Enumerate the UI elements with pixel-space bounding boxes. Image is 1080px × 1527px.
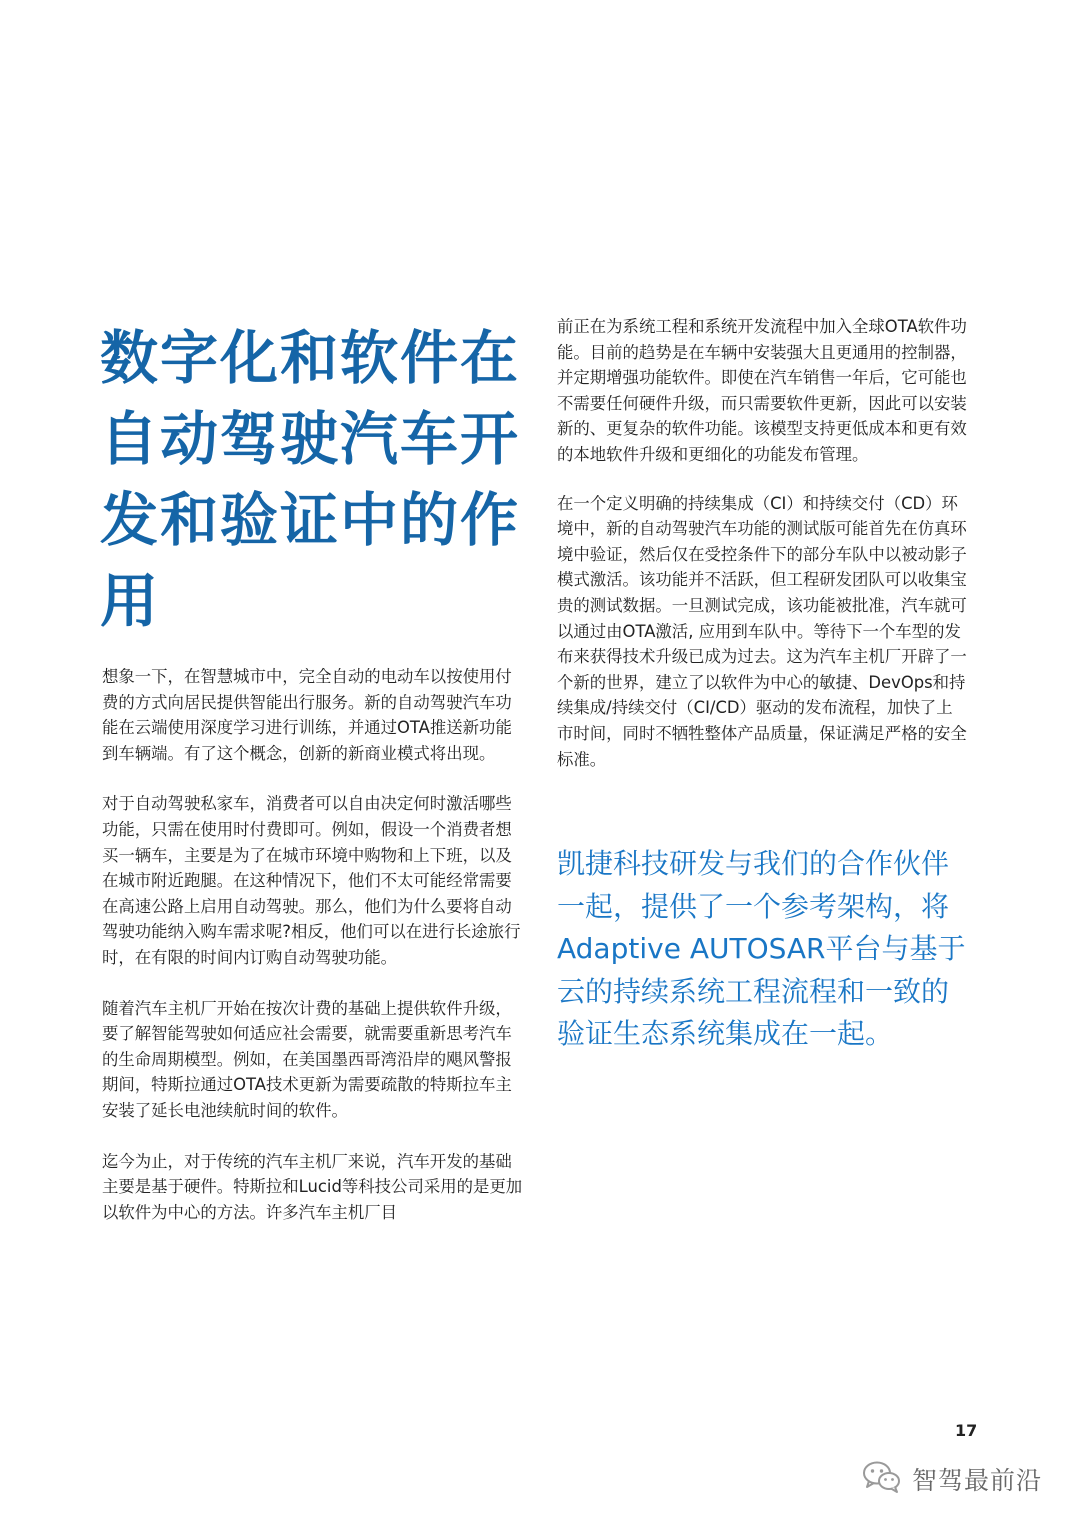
left-column <box>102 664 524 1225</box>
paragraph: 前正在为系统工程和系统开发流程中加入全球OTA软件功能。目前的趋势是在车辆中安装强大且更通用的控制器，并定期增强功能软件。即使在汽车销售一年后，它可能也不需要任何硬件升级，而只需要软件更新，因此可以安装新的、更复杂的软件功能。该模型支持更低成本和更有效的本地软件升级和更细化的功能发布管理。 <box>557 317 967 464</box>
watermark <box>862 1460 1042 1498</box>
right-column <box>557 314 967 772</box>
page-number: 17 <box>955 1421 978 1440</box>
paragraph: 在一个定义明确的持续集成（CI）和持续交付（CD）环境中，新的自动驾驶汽车功能的测试版可能首先在仿真环境中验证，然后仅在受控条件下的部分车队中以被动影子模式激活。该功能并不活跃，但工程研发团队可以收集宝贵的测试数据。一旦测试完成，该功能被批准，汽车就可以通过由OTA激活, 应用到车队中。等待下一个车型的发布来获得技术升级已成为过去。这为汽车主机厂开辟了一个新的世界，建立了以软件为中心的敏捷、DevOps和持续集成/持续交付（CI/CD）驱动的发布流程，加快了上市时间，同时不牺牲整体产品质量，保证满足严格的安全标准。 <box>557 493 967 769</box>
wechat-icon <box>862 1460 902 1498</box>
pull-quote: 凯捷科技研发与我们的合作伙伴一起，提供了一个参考架构，将Adaptive AUTOSAR平台与基于云的持续系统工程流程和一致的验证生态系统集成在一起。 <box>557 847 966 1050</box>
paragraph: 随着汽车主机厂开始在按次计费的基础上提供软件升级，要了解智能驾驶如何适应社会需要，就需要重新思考汽车的生命周期模型。例如，在美国墨西哥湾沿岸的飓风警报期间，特斯拉通过OTA技术更新为需要疏散的特斯拉车主安装了延长电池续航时间的软件。 <box>102 998 512 1120</box>
page-title: 数字化和软件在自动驾驶汽车开发和验证中的作用 <box>100 324 521 635</box>
paragraph: 想象一下，在智慧城市中，完全自动的电动车以按使用付费的方式向居民提供智能出行服务。新的自动驾驶汽车功能在云端使用深度学习进行训练，并通过OTA推送新功能到车辆端。有了这个概念，创新的新商业模式将出现。 <box>102 667 512 763</box>
paragraph: 迄今为止，对于传统的汽车主机厂来说，汽车开发的基础主要是基于硬件。特斯拉和Lucid等科技公司采用的是更加以软件为中心的方法。许多汽车主机厂目 <box>102 1151 523 1222</box>
watermark-text: 智驾最前沿 <box>912 1466 1043 1495</box>
paragraph: 对于自动驾驶私家车，消费者可以自由决定何时激活哪些功能，只需在使用时付费即可。例如，假设一个消费者想买一辆车，主要是为了在城市环境中购物和上下班，以及在城市附近跑腿。在这种情况下，他们不太可能经常需要在高速公路上启用自动驾驶。那么，他们为什么要将自动驾驶功能纳入购车需求呢?相反，他们可以在进行长途旅行时，在有限的时间内订购自动驾驶功能。 <box>102 794 521 967</box>
